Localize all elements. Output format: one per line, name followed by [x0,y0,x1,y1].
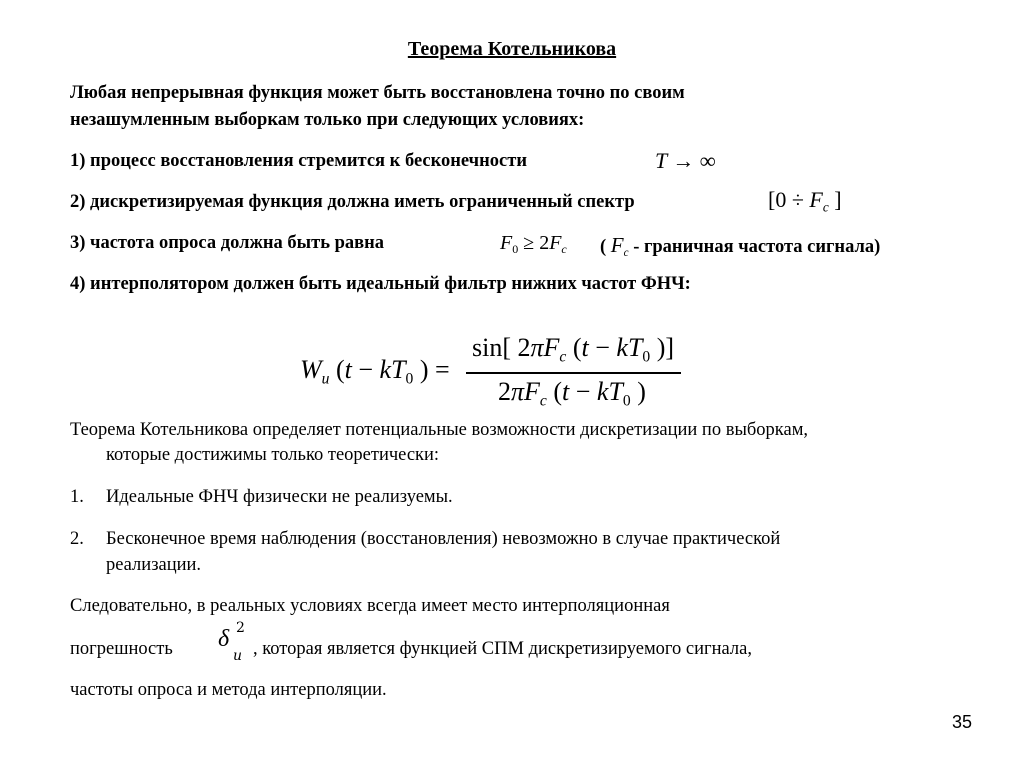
error-symbol: δ и 2 [218,620,245,664]
condition-2-formula: [$0 \div F_c$ ] [768,187,842,215]
list-item-2-text-line-1: Бесконечное время наблюдения (восстановления) невозможно в случае практической [106,529,781,549]
list-item-2-number: 2. [70,529,84,549]
interpolation-formula [300,335,700,415]
condition-3-note: ( $F_c$ - граничная частота сигнала) [600,233,881,259]
conclusion-line-2-end: , которая является функцией СПМ дискретизируемого сигнала, [253,639,752,659]
formula-lhs: $W_и$ ($t - kT_0$ ) = [300,355,450,388]
condition-2-text: 2) дискретизируемая функция должна иметь ограниченный спектр [70,192,635,212]
intro-line-1: Любая непрерывная функция может быть восстановлена точно по своим [70,83,685,103]
condition-3-text: 3) частота опроса должна быть равна [70,233,385,253]
condition-1-formula: T → ∞ [655,148,716,173]
conclusion-line-1: Следовательно, в реальных условиях всегда имеет место интерполяционная [70,596,670,616]
page-number: 35 [951,712,972,732]
condition-4-text: 4) интерполятором должен быть идеальный фильтр нижних частот ФНЧ: [70,274,691,294]
formula-denominator: $2\pi F_c$ ($t - kT_0$ ) [498,377,646,410]
list-item-1-number: 1. [70,487,84,507]
list-item-1-text: Идеальные ФНЧ физически не реализуемы. [106,487,453,507]
condition-3-formula: $F_0 \ge 2F_c$ [500,232,567,257]
condition-1-text: 1) процесс восстановления стремится к бесконечности [70,151,527,171]
paragraph-line-2: которые достижимы только теоретически: [106,445,440,465]
paragraph-line-1: Теорема Котельникова определяет потенциальные возможности дискретизации по выборкам, [70,420,809,440]
conclusion-line-3: частоты опроса и метода интерполяции. [70,680,387,700]
page-title: Теорема Котельникова [407,38,617,60]
conclusion-line-2-start: погрешность [70,639,173,659]
list-item-2-text-line-2: реализации. [106,555,202,575]
formula-numerator: sin[ $2\pi F_c$ ($t - kT_0$ )] [472,333,675,366]
intro-line-2: незашумленным выборкам только при следующих условиях: [70,110,585,130]
fraction-bar [466,372,681,374]
